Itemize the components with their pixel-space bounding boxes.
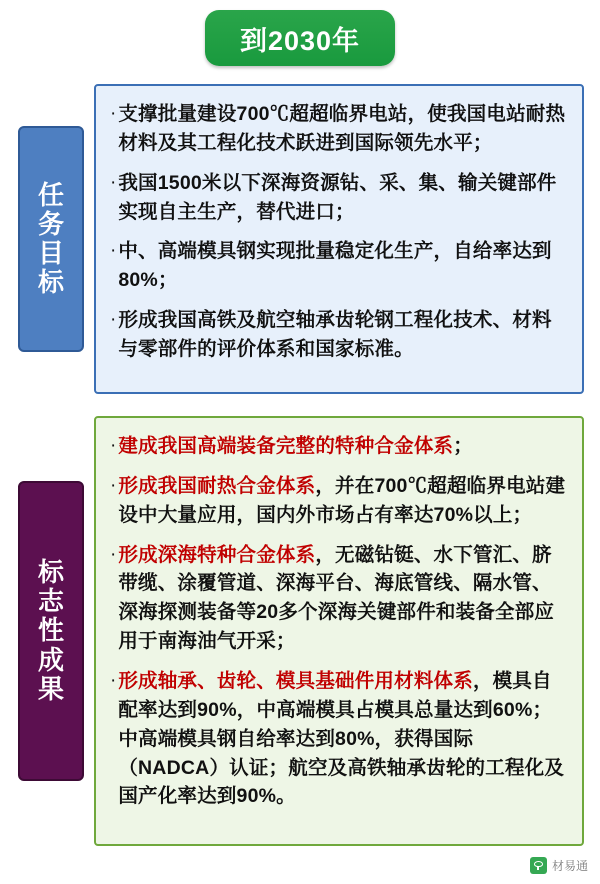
bullet-text: 中、高端模具钢实现批量稳定化生产，自给率达到80%； [118, 240, 552, 292]
bullet-plain: ，模具自配率达到90%，中高端模具占模具总量达到60%；中高端模具钢自给率达到80%，获得国际（NADCA）认证；航空及高铁轴承齿轮的工程化及国产化率达到90%。 [118, 670, 565, 808]
title-banner [205, 10, 395, 66]
section-landmark-results [18, 416, 584, 846]
bullet-highlight: 形成深海特种合金体系 [118, 543, 316, 566]
section-body-landmark-results [94, 416, 584, 846]
bullet-dot-icon: · [110, 670, 117, 692]
section-label-text: 任务目标 [37, 179, 64, 298]
list-item [110, 169, 570, 227]
list-item [110, 306, 570, 364]
list-item [110, 541, 570, 656]
bullet-dot-icon: · [110, 103, 117, 124]
bullet-plain: ； [453, 435, 473, 457]
section-label-landmark-results [18, 481, 84, 781]
bullet-dot-icon: · [110, 435, 117, 456]
list-item [110, 667, 570, 811]
leaf-logo-icon [530, 857, 547, 874]
bullet-highlight: 建成我国高端装备完整的特种合金体系 [118, 435, 454, 457]
bullet-text: 支撑批量建设700℃超超临界电站，使我国电站耐热材料及其工程化技术跃进到国际领先水平； [118, 103, 566, 154]
bullet-dot-icon: · [110, 309, 117, 331]
bullet-dot-icon: · [110, 171, 117, 193]
bullet-text [118, 667, 570, 811]
bullet-dot-icon: · [110, 543, 117, 565]
list-item [110, 237, 570, 295]
list-item [110, 472, 570, 530]
bullet-text: 我国1500米以下深海资源钻、采、集、输关键部件实现自主生产，替代进口； [118, 171, 557, 223]
bullet-dot-icon: · [110, 240, 117, 262]
bullet-plain: ，并在700℃超超临界电站建设中大量应用，国内外市场占有率达70%以上； [118, 474, 566, 526]
page-title: 到2030年 [239, 25, 361, 56]
list-item [110, 432, 570, 461]
bullet-plain: ，无磁钻铤、水下管汇、脐带缆、涂覆管道、深海平台、海底管线、隔水管、深海探测装备等20多个深海关键部件和装备全部应用于南海油气开采； [118, 543, 555, 653]
watermark [530, 857, 588, 874]
bullet-dot-icon: · [110, 474, 117, 496]
section-label-text: 标志性成果 [37, 557, 64, 704]
bullet-highlight: 形成轴承、齿轮、模具基础件用材料体系 [118, 670, 473, 693]
list-item [110, 100, 570, 158]
bullet-text [118, 432, 570, 461]
section-label-task-goals [18, 126, 84, 352]
watermark-text: 材易通 [551, 859, 588, 873]
bullet-highlight: 形成我国耐热合金体系 [118, 474, 316, 497]
bullet-text [118, 472, 570, 530]
bullet-text [118, 541, 570, 656]
section-task-goals [18, 84, 584, 394]
bullet-text: 形成我国高铁及航空轴承齿轮钢工程化技术、材料与零部件的评价体系和国家标准。 [118, 309, 552, 361]
section-body-task-goals [94, 84, 584, 394]
